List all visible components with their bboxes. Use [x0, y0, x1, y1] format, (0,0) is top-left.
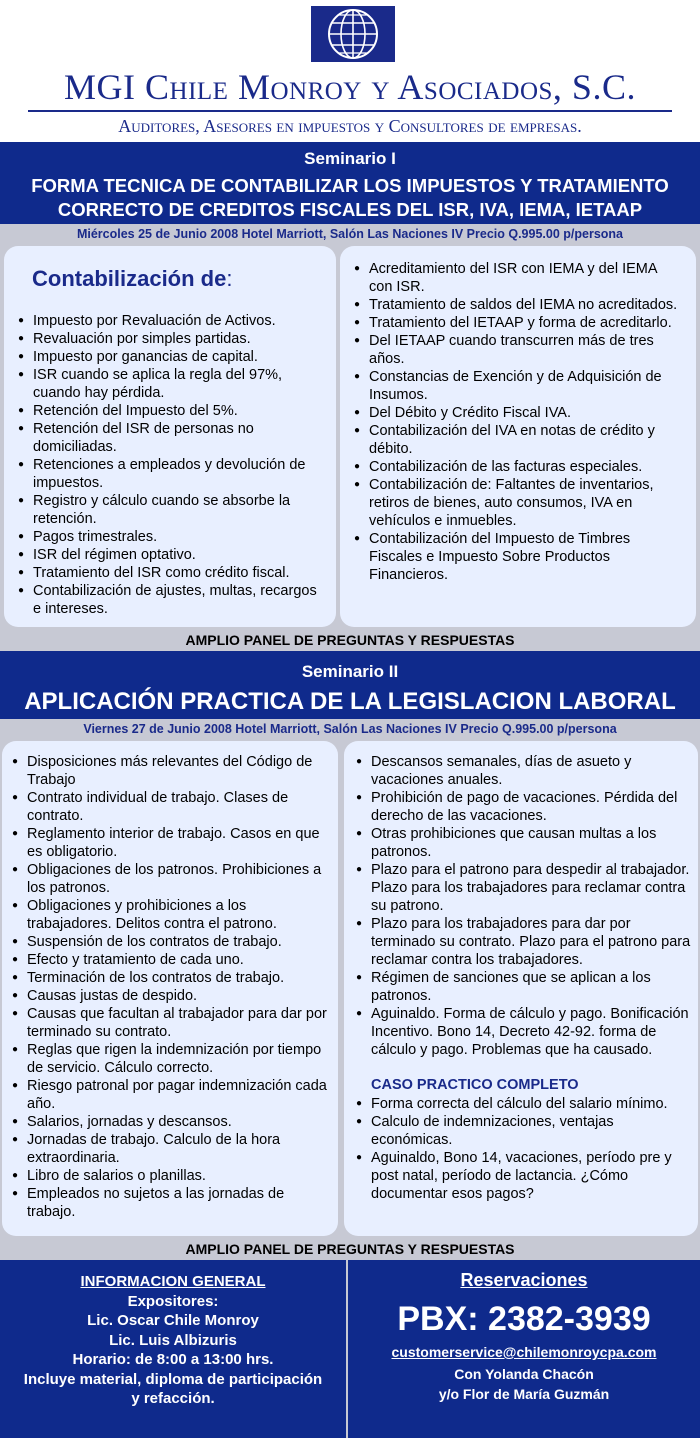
list-item: ● Retención del Impuesto del 5%.	[18, 402, 318, 420]
seminar1-date: Miércoles 25 de Junio 2008 Hotel Marriott, Salón Las Naciones IV Precio Q.995.00 p/persona	[0, 224, 700, 244]
list-item: ● Tratamiento del IETAAP y forma de acreditarlo.	[354, 314, 682, 332]
seminar1-left-list	[18, 312, 318, 618]
list-item: ● Obligaciones y prohibiciones a los trabajadores. Delitos contra el patrono.	[12, 897, 330, 933]
contact-2: y/o Flor de María Guzmán	[438, 1386, 610, 1402]
list-item: ● Aguinaldo. Forma de cálculo y pago. Bonificación Incentivo. Bono 14, Decreto 42-92. forma de cálculo y pago. Problemas que ha causado.	[356, 1005, 692, 1059]
general-info-heading: INFORMACION GENERAL	[80, 1273, 266, 1290]
caso-practico-heading: CASO PRACTICO COMPLETO	[371, 1077, 579, 1093]
list-item: ● Régimen de sanciones que se aplican a los patronos.	[356, 969, 692, 1005]
list-item: ● Riesgo patronal por pagar indemnización cada año.	[12, 1077, 330, 1113]
seminar1-right-list	[354, 260, 682, 584]
seminar1-header	[0, 142, 700, 224]
list-item: ● Reglas que rigen la indemnización por tiempo de servicio. Cálculo correcto.	[12, 1041, 330, 1077]
reservations-heading: Reservaciones	[460, 1270, 588, 1290]
list-item: ● Jornadas de trabajo. Calculo de la hora extraordinaria.	[12, 1131, 330, 1167]
list-item: ● Aguinaldo, Bono 14, vacaciones, período pre y post natal, período de lactancia. ¿Cómo documentar esos pagos?	[356, 1149, 692, 1203]
seminar2-header	[0, 651, 700, 719]
expositores-label: Expositores:	[127, 1292, 219, 1310]
list-item: ● Retención del ISR de personas no domiciliadas.	[18, 420, 318, 456]
list-item: ● Causas justas de despido.	[12, 987, 330, 1005]
seminar1-left-column	[4, 246, 336, 627]
seminar2-right-column	[344, 741, 698, 1236]
list-item: ● ISR del régimen optativo.	[18, 546, 318, 564]
speaker-2: Lic. Luis Albizuris	[109, 1331, 237, 1349]
seminar1-heading-text: Contabilización de	[32, 266, 227, 291]
list-item: ● Descansos semanales, días de asueto y vacaciones anuales.	[356, 753, 692, 789]
list-item: ● Prohibición de pago de vacaciones. Pérdida del derecho de las vacaciones.	[356, 789, 692, 825]
list-item: ● Revaluación por simples partidas.	[18, 330, 318, 348]
company-name: MGI Chile Monroy y Asociados, S.C.	[64, 67, 636, 107]
caso-practico-list	[356, 1095, 692, 1203]
list-item: ● Empleados no sujetos a las jornadas de trabajo.	[12, 1185, 330, 1221]
list-item: ● Del IETAAP cuando transcurren más de tres años.	[354, 332, 682, 368]
contact-1: Con Yolanda Chacón	[454, 1366, 594, 1382]
list-item: ● Reglamento interior de trabajo. Casos en que es obligatorio.	[12, 825, 330, 861]
email-link[interactable]: customerservice@chilemonroycpa.com	[391, 1344, 657, 1360]
reservations	[348, 1260, 700, 1438]
list-item: ● Tratamiento del ISR como crédito fiscal.	[18, 564, 318, 582]
list-item: ● Calculo de indemnizaciones, ventajas económicas.	[356, 1113, 692, 1149]
list-item: ● Tratamiento de saldos del IEMA no acreditados.	[354, 296, 682, 314]
header	[0, 0, 700, 142]
list-item: ● Terminación de los contratos de trabajo.	[12, 969, 330, 987]
seminar1-title	[0, 170, 700, 226]
list-item: ● Contabilización de ajustes, multas, recargos e intereses.	[18, 582, 318, 618]
seminar2-topics	[0, 739, 700, 1238]
list-item: ● Impuesto por ganancias de capital.	[18, 348, 318, 366]
list-item: ● Constancias de Exención y de Adquisición de Insumos.	[354, 368, 682, 404]
list-item: ● Acreditamiento del ISR con IEMA y del IEMA con ISR.	[354, 260, 682, 296]
list-item: ● Salarios, jornadas y descansos.	[12, 1113, 330, 1131]
list-item: ● Plazo para los trabajadores para dar por terminado su contrato. Plazo para el patrono para reclamar contra los trabajadores.	[356, 915, 692, 969]
includes-line2: y refacción.	[131, 1390, 215, 1407]
list-item: ● Contabilización del IVA en notas de crédito y débito.	[354, 422, 682, 458]
list-item: ● Libro de salarios o planillas.	[12, 1167, 330, 1185]
list-item: ● Efecto y tratamiento de cada uno.	[12, 951, 330, 969]
general-info	[0, 1260, 346, 1438]
list-item: ● Forma correcta del cálculo del salario mínimo.	[356, 1095, 692, 1113]
list-item: ● Contabilización del Impuesto de Timbres Fiscales e Impuesto Sobre Productos Financieros.	[354, 530, 682, 584]
seminar1-title-line2: CORRECTO DE CREDITOS FISCALES DEL ISR, IVA, IEMA, IETAAP	[57, 199, 643, 220]
footer	[0, 1260, 700, 1438]
list-item: ● Disposiciones más relevantes del Código de Trabajo	[12, 753, 330, 789]
list-item: ● Causas que facultan al trabajador para dar por terminado su contrato.	[12, 1005, 330, 1041]
seminar1-title-line1: FORMA TECNICA DE CONTABILIZAR LOS IMPUESTOS Y TRATAMIENTO	[31, 175, 669, 196]
list-item: ● Suspensión de los contratos de trabajo.	[12, 933, 330, 951]
list-item: ● Del Débito y Crédito Fiscal IVA.	[354, 404, 682, 422]
speaker-1: Lic. Oscar Chile Monroy	[87, 1312, 259, 1329]
list-item: ● Retenciones a empleados y devolución de impuestos.	[18, 456, 318, 492]
list-item: ● ISR cuando se aplica la regla del 97%, cuando hay pérdida.	[18, 366, 318, 402]
list-item: ● Registro y cálculo cuando se absorbe la retención.	[18, 492, 318, 528]
seminar1-label: Seminario I	[304, 149, 396, 168]
globe-logo-icon	[311, 6, 395, 62]
list-item: ● Contabilización de: Faltantes de inventarios, retiros de bienes, auto consumos, IVA en vehículos e inmuebles.	[354, 476, 682, 530]
seminar1-right-column	[340, 246, 696, 627]
seminar2-qa-panel: AMPLIO PANEL DE PREGUNTAS Y RESPUESTAS	[0, 1238, 700, 1260]
seminar2-label: Seminario II	[301, 662, 399, 681]
list-item: ● Contrato individual de trabajo. Clases de contrato.	[12, 789, 330, 825]
seminar1-heading-colon: :	[226, 266, 233, 291]
list-item: ● Otras prohibiciones que causan multas a los patronos.	[356, 825, 692, 861]
list-item: ● Obligaciones de los patronos. Prohibiciones a los patronos.	[12, 861, 330, 897]
includes-line1: Incluye material, diploma de participación	[23, 1370, 323, 1388]
seminar2-right-list	[356, 753, 692, 1059]
pbx-phone[interactable]: PBX: 2382-3939	[397, 1300, 651, 1338]
schedule: Horario: de 8:00 a 13:00 hrs.	[72, 1351, 274, 1368]
seminar1-topics	[0, 244, 700, 629]
seminar2-left-column	[2, 741, 338, 1236]
seminar2-left-list	[12, 753, 330, 1221]
list-item: ● Pagos trimestrales.	[18, 528, 318, 546]
seminar1-heading	[32, 266, 336, 292]
seminar2-date: Viernes 27 de Junio 2008 Hotel Marriott, Salón Las Naciones IV Precio Q.995.00 p/persona	[0, 719, 700, 739]
list-item: ● Contabilización de las facturas especiales.	[354, 458, 682, 476]
seminar1-qa-panel: AMPLIO PANEL DE PREGUNTAS Y RESPUESTAS	[0, 629, 700, 651]
list-item: ● Plazo para el patrono para despedir al trabajador. Plazo para los trabajadores para reclamar contra su patrono.	[356, 861, 692, 915]
seminar2-title: APLICACIÓN PRACTICA DE LA LEGISLACION LABORAL	[24, 688, 676, 715]
brand-divider	[28, 110, 672, 112]
list-item: ● Impuesto por Revaluación de Activos.	[18, 312, 318, 330]
company-tagline: Auditores, Asesores en impuestos y Consultores de empresas.	[118, 116, 582, 136]
